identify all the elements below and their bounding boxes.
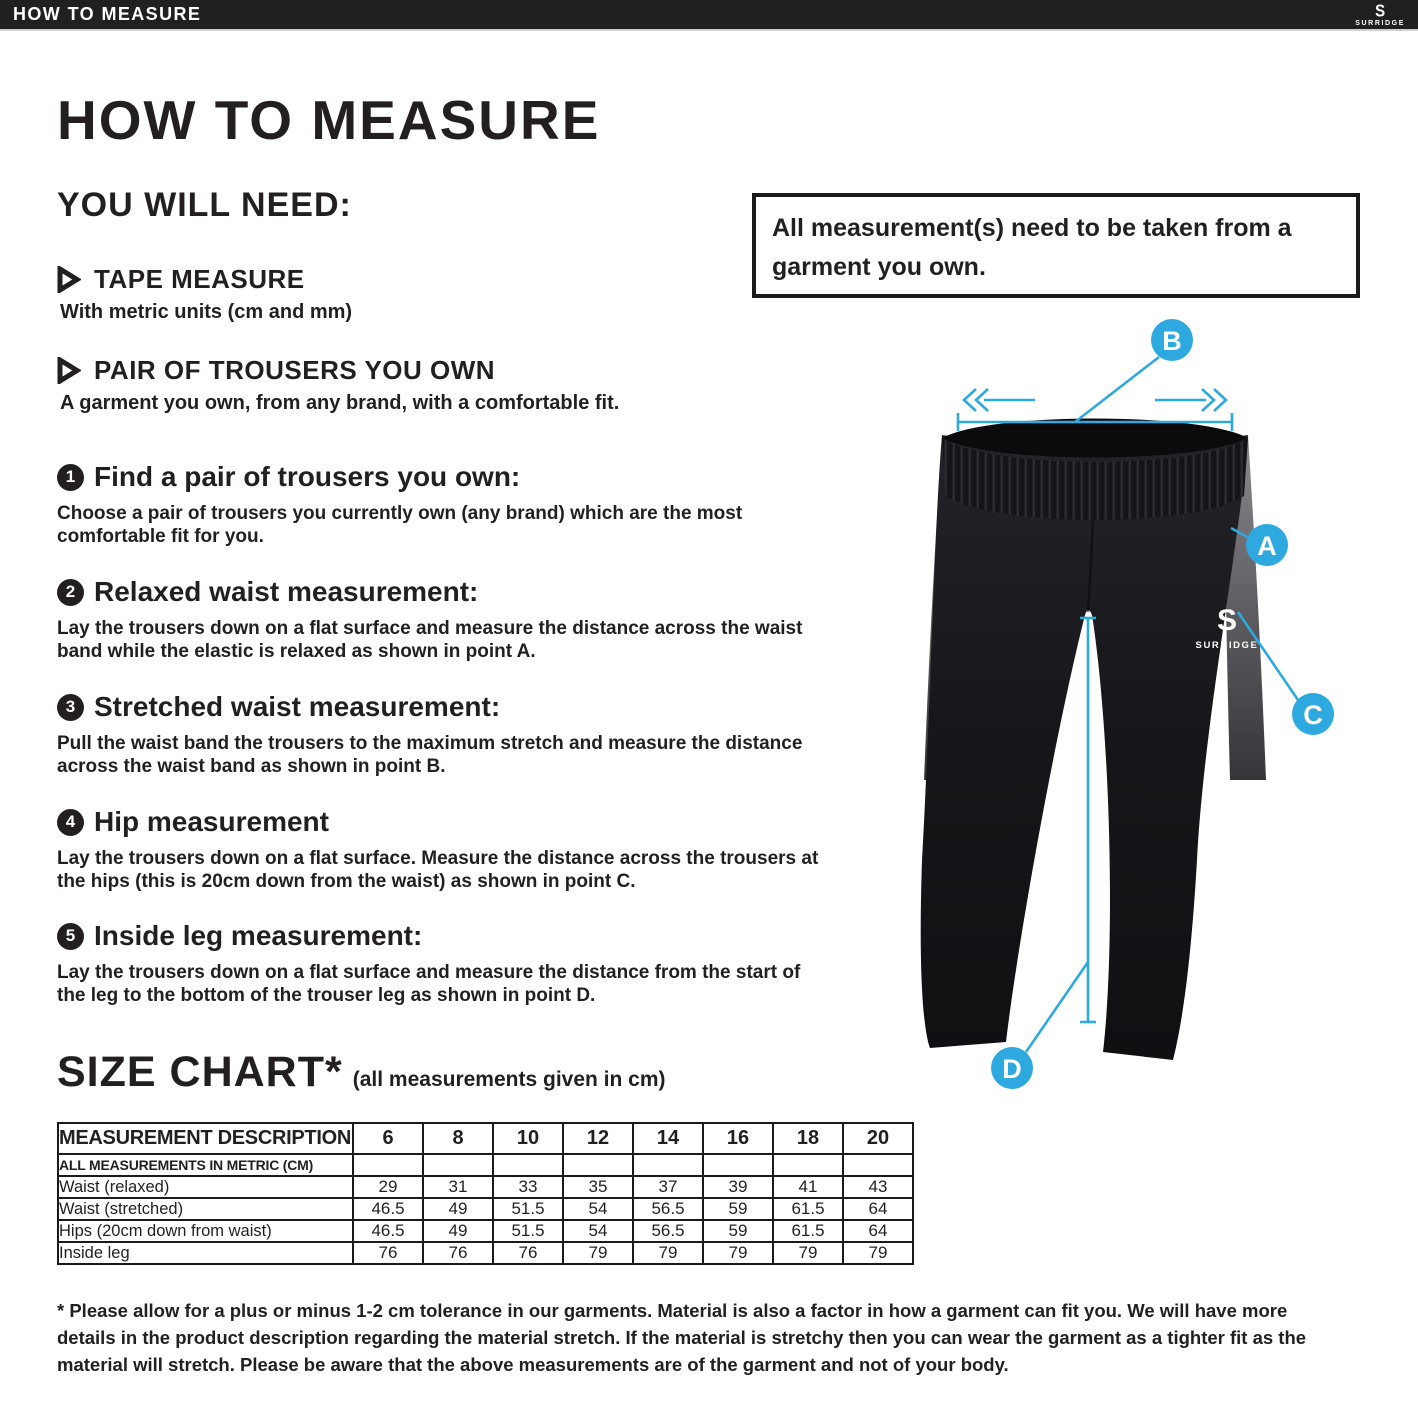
trousers-illustration bbox=[921, 419, 1266, 1061]
cell-value: 49 bbox=[423, 1220, 493, 1242]
garment-surridge-logo-text: SURRIDGE bbox=[1195, 640, 1259, 651]
cell-value: 61.5 bbox=[773, 1198, 843, 1220]
cell-value: 79 bbox=[563, 1242, 633, 1264]
row-label: Waist (relaxed) bbox=[58, 1176, 353, 1198]
top-bar-title: HOW TO MEASURE bbox=[13, 4, 202, 24]
point-d-leader-line bbox=[1026, 962, 1088, 1052]
cell-value: 29 bbox=[353, 1176, 423, 1198]
step-number-badge: 3 bbox=[57, 694, 84, 721]
column-header: 18 bbox=[773, 1123, 843, 1154]
column-header: 6 bbox=[353, 1123, 423, 1154]
cell-value: 79 bbox=[703, 1242, 773, 1264]
step-2 bbox=[57, 576, 847, 663]
need-item-subtitle: With metric units (cm and mm) bbox=[60, 301, 353, 323]
cell-value: 43 bbox=[843, 1176, 913, 1198]
need-item-title: PAIR OF TROUSERS YOU OWN bbox=[94, 355, 496, 385]
you-will-need-heading: YOU WILL NEED: bbox=[57, 186, 352, 224]
point-c-label: C bbox=[1303, 700, 1323, 730]
point-d-label: D bbox=[1002, 1054, 1022, 1084]
row-label: Inside leg bbox=[58, 1242, 353, 1264]
column-header: 8 bbox=[423, 1123, 493, 1154]
step-body: Pull the waist band the trousers to the maximum stretch and measure the distance across the waist band as shown in point B. bbox=[57, 733, 803, 777]
column-header: 16 bbox=[703, 1123, 773, 1154]
step-4 bbox=[57, 806, 847, 893]
cell-value: 76 bbox=[423, 1242, 493, 1264]
trousers-measurement-diagram bbox=[860, 300, 1400, 1120]
step-number-badge: 4 bbox=[57, 809, 84, 836]
cell-value: 76 bbox=[353, 1242, 423, 1264]
stretch-arrow-right-icon bbox=[1155, 389, 1226, 411]
cell-value: 46.5 bbox=[353, 1198, 423, 1220]
cell-value: 61.5 bbox=[773, 1220, 843, 1242]
cell-value: 37 bbox=[633, 1176, 703, 1198]
need-item-tape-measure bbox=[57, 264, 757, 324]
column-header: 10 bbox=[493, 1123, 563, 1154]
column-header: 14 bbox=[633, 1123, 703, 1154]
cell-value: 59 bbox=[703, 1220, 773, 1242]
need-item-title: TAPE MEASURE bbox=[94, 264, 305, 294]
table-header-row bbox=[58, 1123, 913, 1154]
step-title: Relaxed waist measurement: bbox=[94, 576, 479, 607]
cell-value: 56.5 bbox=[633, 1198, 703, 1220]
cell-value: 33 bbox=[493, 1176, 563, 1198]
top-bar bbox=[0, 0, 1418, 31]
size-chart-heading bbox=[57, 1048, 666, 1097]
need-item-subtitle: A garment you own, from any brand, with a comfortable fit. bbox=[60, 392, 620, 414]
step-body: Lay the trousers down on a flat surface and measure the distance from the start of the leg to the bottom of the trouser leg as shown in point D. bbox=[57, 962, 801, 1006]
cell-value: 76 bbox=[493, 1242, 563, 1264]
column-header: 20 bbox=[843, 1123, 913, 1154]
step-number-badge: 5 bbox=[57, 923, 84, 950]
triangle-bullet-icon bbox=[57, 266, 81, 293]
table-metric-note-row bbox=[58, 1154, 913, 1176]
size-chart-table bbox=[57, 1122, 914, 1265]
size-chart-units-note: (all measurements given in cm) bbox=[352, 1068, 666, 1091]
step-body: Choose a pair of trousers you currently own (any brand) which are the most comfortable fit for you. bbox=[57, 503, 743, 547]
cell-value: 56.5 bbox=[633, 1220, 703, 1242]
row-label: Hips (20cm down from waist) bbox=[58, 1220, 353, 1242]
surridge-logo bbox=[1355, 1, 1405, 27]
table-row bbox=[58, 1198, 913, 1220]
step-number-badge: 2 bbox=[57, 579, 84, 606]
row-label: Waist (stretched) bbox=[58, 1198, 353, 1220]
cell-value: 39 bbox=[703, 1176, 773, 1198]
column-header: 12 bbox=[563, 1123, 633, 1154]
stretch-arrow-left-icon bbox=[964, 389, 1035, 411]
table-row bbox=[58, 1220, 913, 1242]
table-row bbox=[58, 1176, 913, 1198]
cell-value: 51.5 bbox=[493, 1220, 563, 1242]
step-title: Inside leg measurement: bbox=[94, 920, 423, 951]
cell-value: 64 bbox=[843, 1220, 913, 1242]
step-1 bbox=[57, 461, 847, 548]
triangle-bullet-icon bbox=[57, 357, 81, 384]
cell-value: 54 bbox=[563, 1198, 633, 1220]
cell-value: 79 bbox=[843, 1242, 913, 1264]
cell-value: 46.5 bbox=[353, 1220, 423, 1242]
point-a-label: A bbox=[1257, 531, 1277, 561]
point-b-label: B bbox=[1162, 326, 1182, 356]
step-3 bbox=[57, 691, 847, 778]
cell-value: 49 bbox=[423, 1198, 493, 1220]
point-b-leader-line bbox=[1075, 357, 1159, 422]
step-title: Hip measurement bbox=[94, 806, 329, 837]
metric-note-cell: ALL MEASUREMENTS IN METRIC (CM) bbox=[58, 1154, 353, 1176]
surridge-s-icon: S bbox=[1375, 1, 1386, 22]
column-header: MEASUREMENT DESCRIPTION bbox=[58, 1123, 353, 1154]
cell-value: 51.5 bbox=[493, 1198, 563, 1220]
cell-value: 79 bbox=[773, 1242, 843, 1264]
surridge-logo-text: SURRIDGE bbox=[1355, 20, 1405, 27]
need-item-trousers bbox=[57, 355, 757, 415]
page-title: HOW TO MEASURE bbox=[57, 89, 601, 151]
step-body: Lay the trousers down on a flat surface and measure the distance across the waist band while the elastic is relaxed as shown in point A. bbox=[57, 618, 803, 662]
cell-value: 64 bbox=[843, 1198, 913, 1220]
size-chart-title: SIZE CHART* bbox=[57, 1048, 343, 1096]
step-5 bbox=[57, 920, 847, 1007]
step-title: Find a pair of trousers you own: bbox=[94, 461, 521, 492]
step-body: Lay the trousers down on a flat surface. Measure the distance across the trousers at the hips (this is 20cm down from the waist) as shown in point C. bbox=[57, 848, 819, 892]
tolerance-footnote: * Please allow for a plus or minus 1-2 cm tolerance in our garments. Material is also a factor in how a garment can fit you. We will have more details in the product description regarding the material stretch. If the material is stretchy then you can wear the garment as a tighter fit as the material will stretch. Please be aware that the above measurements are of the garment and not of your body. bbox=[57, 1300, 1307, 1375]
cell-value: 54 bbox=[563, 1220, 633, 1242]
table-row bbox=[58, 1242, 913, 1264]
cell-value: 35 bbox=[563, 1176, 633, 1198]
step-number-badge: 1 bbox=[57, 464, 84, 491]
measurement-callout-box: All measurement(s) need to be taken from a garment you own. bbox=[752, 193, 1360, 298]
cell-value: 59 bbox=[703, 1198, 773, 1220]
step-title: Stretched waist measurement: bbox=[94, 691, 501, 722]
cell-value: 31 bbox=[423, 1176, 493, 1198]
cell-value: 41 bbox=[773, 1176, 843, 1198]
garment-surridge-s-icon: S bbox=[1216, 604, 1238, 637]
cell-value: 79 bbox=[633, 1242, 703, 1264]
